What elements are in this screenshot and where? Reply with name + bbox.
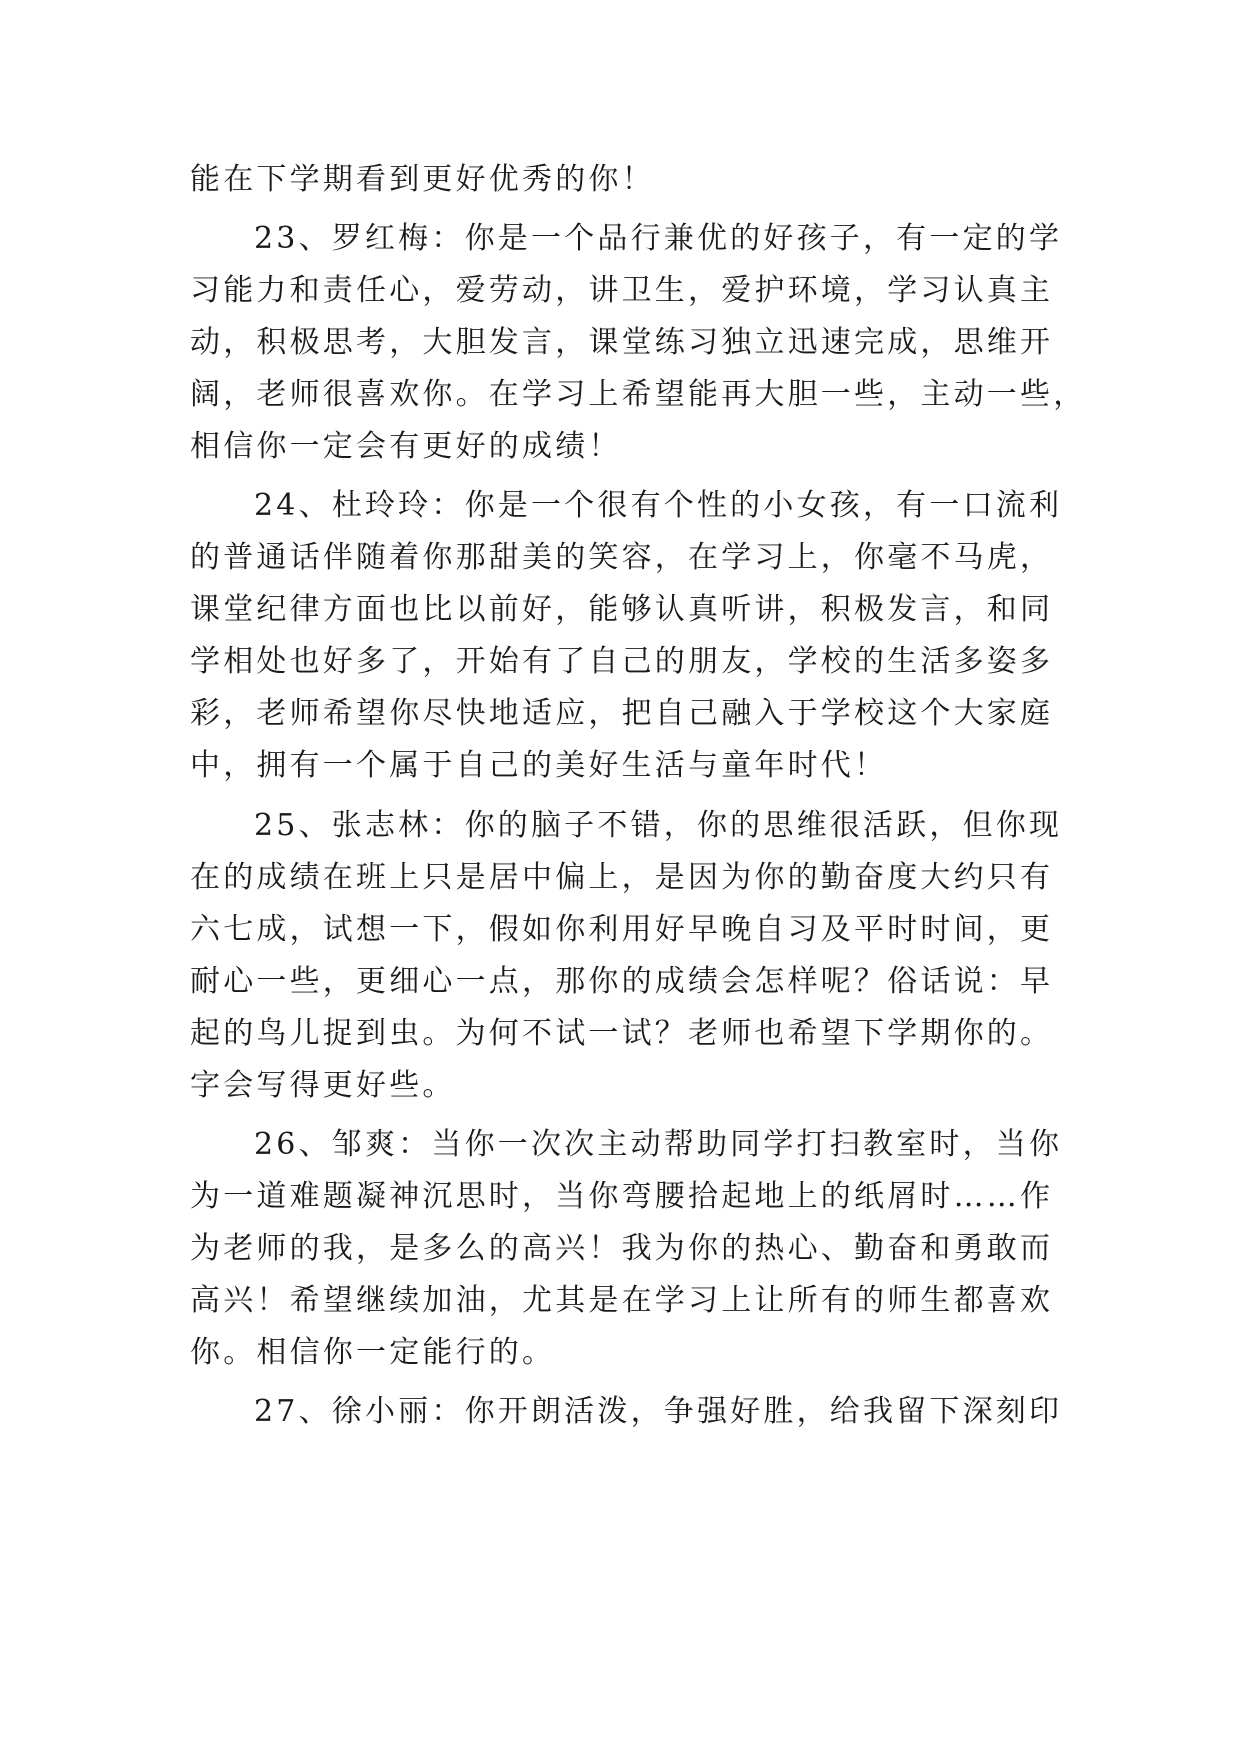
text-line: 能在下学期看到更好优秀的你！ — [190, 162, 655, 197]
text-line: 你。相信你一定能行的。 — [190, 1335, 556, 1370]
text-line: 彩，老师希望你尽快地适应，把自己融入于学校这个大家庭 — [190, 696, 1054, 731]
paragraph-24-start: 24、杜玲玲：你是一个很有个性的小女孩，有一口流利 — [254, 488, 1063, 523]
text-line: 中，拥有一个属于自己的美好生活与童年时代！ — [190, 748, 888, 783]
text-line: 阔，老师很喜欢你。在学习上希望能再大胆一些，主动一些， — [190, 377, 1087, 412]
text-line: 字会写得更好些。 — [190, 1068, 456, 1103]
paragraph-27-start: 27、徐小丽：你开朗活泼，争强好胜，给我留下深刻印 — [254, 1394, 1063, 1429]
text-line: 高兴！希望继续加油，尤其是在学习上让所有的师生都喜欢 — [190, 1283, 1054, 1318]
text-line: 课堂纪律方面也比以前好，能够认真听讲，积极发言，和同 — [190, 592, 1054, 627]
paragraph-25-start: 25、张志林：你的脑子不错，你的思维很活跃，但你现 — [254, 808, 1063, 843]
text-line: 相信你一定会有更好的成绩！ — [190, 429, 622, 464]
text-line: 为一道难题凝神沉思时，当你弯腰拾起地上的纸屑时……作 — [190, 1179, 1054, 1214]
text-line: 六七成，试想一下，假如你利用好早晚自习及平时时间，更 — [190, 912, 1054, 947]
text-line: 学相处也好多了，开始有了自己的朋友，学校的生活多姿多 — [190, 644, 1054, 679]
text-line: 耐心一些，更细心一点，那你的成绩会怎样呢？俗话说：早 — [190, 964, 1054, 999]
text-line: 的普通话伴随着你那甜美的笑容，在学习上，你毫不马虎， — [190, 540, 1054, 575]
text-line: 在的成绩在班上只是居中偏上，是因为你的勤奋度大约只有 — [190, 860, 1054, 895]
text-line: 动，积极思考，大胆发言，课堂练习独立迅速完成，思维开 — [190, 325, 1054, 360]
text-line: 起的鸟儿捉到虫。为何不试一试？老师也希望下学期你的。 — [190, 1016, 1054, 1051]
text-line: 为老师的我，是多么的高兴！我为你的热心、勤奋和勇敢而 — [190, 1231, 1054, 1266]
paragraph-26-start: 26、邹爽：当你一次次主动帮助同学打扫教室时，当你 — [254, 1127, 1063, 1162]
paragraph-23-start: 23、罗红梅：你是一个品行兼优的好孩子，有一定的学 — [254, 221, 1063, 256]
text-line: 习能力和责任心，爱劳动，讲卫生，爱护环境，学习认真主 — [190, 273, 1054, 308]
